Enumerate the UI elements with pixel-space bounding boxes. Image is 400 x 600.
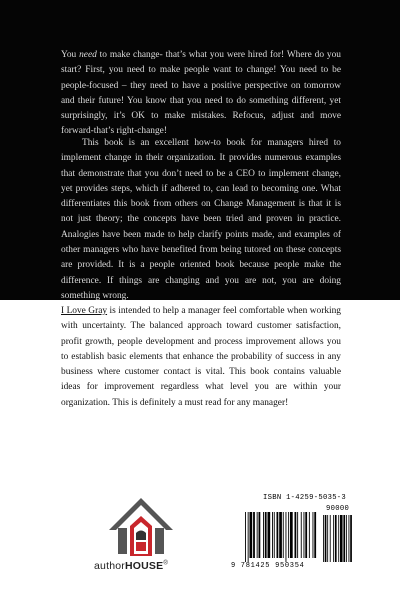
barcode-bar <box>290 512 293 558</box>
intro-text-rest: to make change- that’s what you were hired for! Where do you start? First, you need to make people want to change! You need to be people-focused – they need to have a positive perspective on tomorrow and their future! You know that you need to do something different, yet surprisingly, it’s OK to make mistakes. Refocus, adjust and move forward-that’s right-change! <box>61 50 341 137</box>
barcode-bar <box>263 512 264 558</box>
addon-barcode-bar <box>325 515 327 562</box>
barcode-image <box>243 503 353 568</box>
barcode-bar <box>250 512 253 558</box>
barcode-bar <box>268 512 271 558</box>
barcode-bar <box>283 512 284 558</box>
addon-barcode-bar <box>346 515 347 562</box>
barcode-bar <box>272 512 273 558</box>
barcode-bar <box>297 512 298 558</box>
book-title-reference: I Love Gray <box>61 306 108 316</box>
price-code: 90000 <box>326 505 350 513</box>
intro-emphasis: need <box>79 50 97 60</box>
barcode-bar <box>288 512 289 558</box>
publisher-name-author: author <box>94 560 125 572</box>
authorhouse-logo-icon <box>101 492 181 562</box>
ean-number: 9 781425 950354 <box>231 562 305 570</box>
addon-barcode-bar <box>327 515 328 562</box>
addon-barcode-bar <box>349 515 350 562</box>
barcode-bar <box>245 512 246 562</box>
barcode-bar <box>265 512 267 558</box>
addon-barcode-bar <box>343 515 345 562</box>
barcode-bar <box>259 512 261 558</box>
trademark-symbol: ® <box>163 560 168 567</box>
summary-text: is intended to help a manager feel comfortable when working with uncertainty. The balanced approach toward customer satisfaction, profit growth, people development and process improvement allows you to establish basic elements that enhance the probability of success in any business where customer contact is vital. This book contains valuable ideas for improvement regardless what level you are within your organization. This is definitely a must read for any manager! <box>61 306 341 408</box>
barcode-bar <box>279 512 282 558</box>
barcode-bar <box>253 512 255 558</box>
publisher-name-house: HOUSE <box>124 560 164 572</box>
summary-paragraph <box>61 304 341 411</box>
barcode-bar <box>305 512 307 558</box>
barcode-bar <box>286 512 287 562</box>
addon-barcode-bar <box>335 515 337 562</box>
addon-barcode-bar <box>350 515 352 562</box>
barcode-bar <box>304 512 305 558</box>
barcode-bar <box>248 512 249 562</box>
publisher-wordmark <box>94 560 168 572</box>
addon-barcode-bar <box>333 515 334 562</box>
addon-barcode-bar <box>323 515 324 562</box>
isbn-label: ISBN 1-4259-5035-3 <box>263 494 347 502</box>
intro-paragraph <box>61 48 341 140</box>
barcode-bar <box>257 512 258 558</box>
addon-barcode-bar <box>338 515 339 562</box>
barcode-bar <box>314 512 316 558</box>
intro-text-start: You <box>61 50 80 60</box>
description-paragraph: This book is an excellent how-to book for managers hired to implement change in their organization. It provides numerous examples that demonstrate that you don’t need to be a CEO to implement change, yet provides steps, which if adhered to, can lead to becoming one. What differentiates this book from others on Change Management is that it is not just theory; the concepts have been tried and proven in practice. Analogies have been made to help clarify points made, and examples of other managers who have benefited from being tutored on these concepts are provided. It is a people oriented book because people make the difference. If things are changing and you are not, you are doing something wrong. <box>61 138 341 301</box>
barcode-bar <box>309 512 310 558</box>
barcode-bar <box>295 512 297 558</box>
barcode-bar <box>313 512 314 558</box>
addon-barcode-bar <box>330 515 331 562</box>
barcode-bar <box>277 512 279 558</box>
barcode-bar <box>301 512 302 558</box>
addon-barcode-bar <box>340 515 343 562</box>
barcode-bar <box>274 512 275 558</box>
